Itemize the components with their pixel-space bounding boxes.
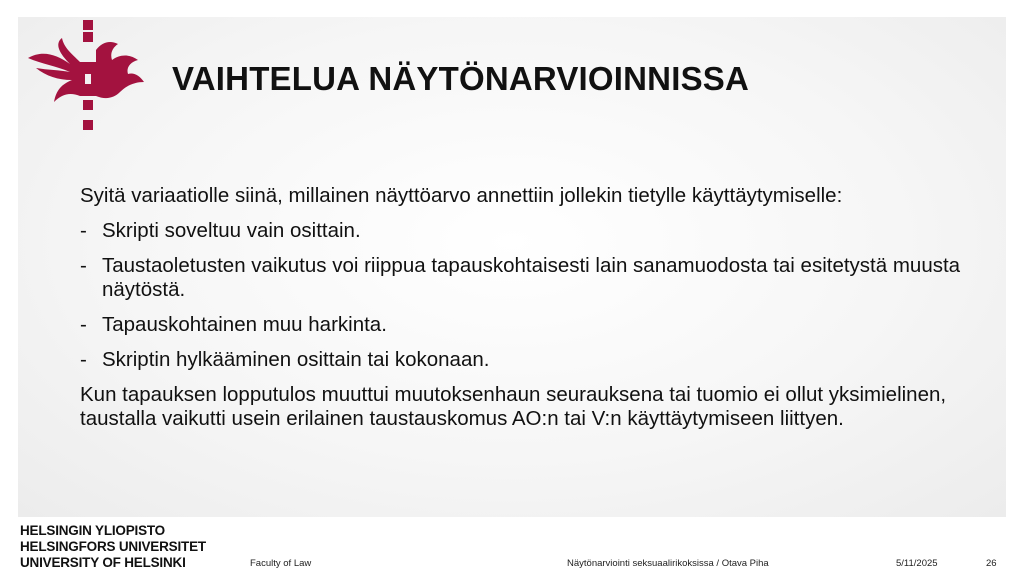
slide-body — [80, 184, 970, 442]
bullet-text: Skriptin hylkääminen osittain tai kokonaan. — [102, 348, 490, 371]
footer-faculty: Faculty of Law — [250, 558, 312, 569]
slide-title: VAIHTELUA NÄYTÖNARVIOINNISSA — [172, 60, 750, 97]
bullet-item — [80, 313, 970, 337]
footer-date: 5/11/2025 — [896, 558, 938, 569]
bullet-text: Skripti soveltuu vain osittain. — [102, 219, 361, 242]
university-name-wordmark — [20, 523, 206, 571]
bullet-text: Taustaoletusten vaikutus voi riippua tapauskohtaisesti lain sanamuodosta tai esitetystä muusta näytöstä. — [102, 254, 961, 301]
footer-page-number: 26 — [986, 558, 997, 569]
bullet-text: Tapauskohtainen muu harkinta. — [102, 313, 387, 336]
bullet-marker: - — [80, 254, 87, 277]
university-name-sv: HELSINGFORS UNIVERSITET — [20, 539, 206, 554]
bullet-item — [80, 219, 970, 243]
conclusion-text: Kun tapauksen lopputulos muuttui muutoksenhaun seurauksena tai tuomio ei ollut yksimielinen, taustalla vaikutti usein erilainen taustauskomus AO:n tai V:n käyttäytymiseen liittyen. — [80, 383, 947, 430]
bullet-item — [80, 348, 970, 372]
university-name-en: UNIVERSITY OF HELSINKI — [20, 555, 186, 570]
university-name-fi: HELSINGIN YLIOPISTO — [20, 523, 165, 538]
bullet-marker: - — [80, 219, 87, 242]
bullet-marker: - — [80, 348, 87, 371]
intro-text: Syitä variaatiolle siinä, millainen näyttöarvo annettiin jollekin tietylle käyttäytymiselle: — [80, 184, 843, 207]
bullet-marker: - — [80, 313, 87, 336]
bullet-item — [80, 254, 970, 302]
university-logo-icon — [26, 20, 146, 132]
footer-presentation-title: Näytönarviointi seksuaalirikoksissa / Otava Piha — [567, 558, 769, 569]
